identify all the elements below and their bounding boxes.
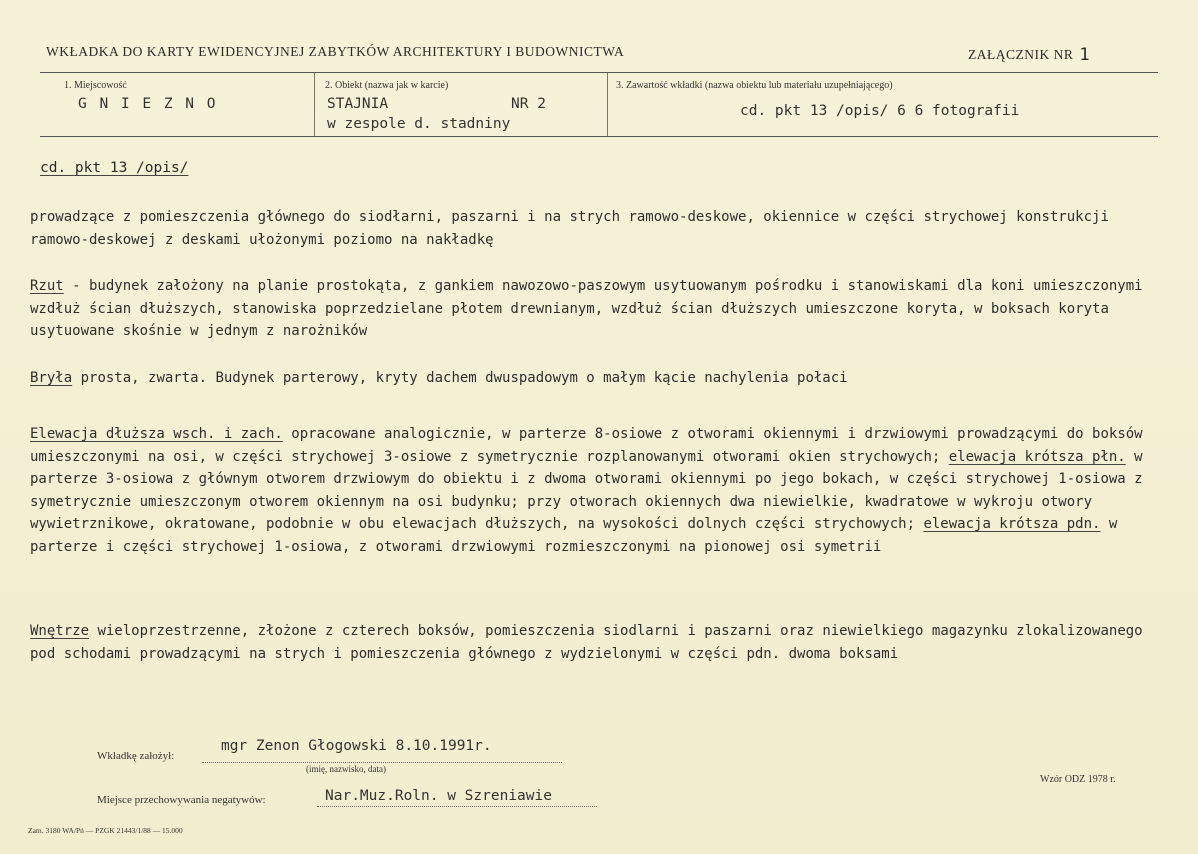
object-number: NR 2 xyxy=(511,96,546,112)
form-model: Wzór ODZ 1978 r. xyxy=(1040,774,1116,785)
locality-value: G N I E Z N O xyxy=(78,96,218,112)
object-name: STAJNIA xyxy=(327,96,389,112)
paragraph-plan xyxy=(30,275,1175,343)
negatives-dotline xyxy=(317,806,597,807)
plan-heading: Rzut xyxy=(30,278,64,294)
plan-text: - budynek założony na planie prostokąta, z gankiem nawozowo-paszowym usytuowanym pośrodku i stanowiskami dla koni umieszczonymi wzdłuż ścian dłuższych, stanowiska poprzedzielane płotem drewnianym, wzdłuż ścian dłuższych umieszczone koryta, w boksach koryta usytuowane skośnie w jednym z narożników xyxy=(30,278,1143,339)
paragraph-elevations xyxy=(30,423,1175,558)
negatives-label: Miejsce przechowywania negatywów: xyxy=(97,794,266,806)
elevation-north-heading: elewacja krótsza płn. xyxy=(948,448,1126,465)
locality-label: 1. Miejscowość xyxy=(64,80,127,91)
paragraph-doors xyxy=(30,206,1175,251)
negatives-value: Nar.Muz.Roln. w Szreniawie xyxy=(325,788,552,804)
content-value: cd. pkt 13 /opis/ 6 6 fotografii xyxy=(740,103,1020,119)
elevation-long-heading: Elewacja dłuższa wsch. i zach. xyxy=(30,426,283,442)
interior-heading: Wnętrze xyxy=(30,623,90,639)
creator-label: Wkładkę założył: xyxy=(97,750,175,762)
paragraph-mass xyxy=(30,367,1175,390)
creator-hint: (imię, nazwisko, data) xyxy=(306,764,386,774)
creator-dotline xyxy=(202,762,562,763)
elevation-south-text: w parterze i części strychowej 1-osiowa, z otworami drzwiowymi rozmieszczonymi na pionowej osi symetrii xyxy=(30,516,1118,555)
annex-label-text: ZAŁĄCZNIK NR xyxy=(968,47,1074,62)
field-divider-2 xyxy=(607,73,608,136)
header-rule-bottom xyxy=(40,136,1158,137)
field-divider-1 xyxy=(314,73,315,136)
annex-label xyxy=(968,44,1090,64)
annex-number: 1 xyxy=(1079,45,1091,65)
object-label: 2. Obiekt (nazwa jak w karcie) xyxy=(325,80,449,91)
paragraph-doors-text: prowadzące z pomieszczenia głównego do siodłarni, paszarni i na strych ramowo-deskowe, okiennice w części strychowej konstrukcji ramowo-deskowej z deskami ułożonymi poziomo na nakładkę xyxy=(30,209,1109,248)
creator-value: mgr Zenon Głogowski 8.10.1991r. xyxy=(221,738,492,754)
content-label: 3. Zawartość wkładki (nazwa obiektu lub materiału uzupełniającego) xyxy=(616,80,893,91)
mass-text: prosta, zwarta. Budynek parterowy, kryty dachem dwuspadowym o małym kącie nachylenia połaci xyxy=(72,370,848,386)
header-rule-top xyxy=(40,72,1158,73)
print-info: Zam. 3180 WA/Pń — PZGK 21443/1/88 — 15.000 xyxy=(28,826,183,835)
elevation-south-heading: elewacja krótsza pdn. xyxy=(923,516,1101,532)
section-heading: cd. pkt 13 /opis/ xyxy=(40,160,189,176)
elevation-long-text: opracowane analogicznie, w parterze 8-osiowe z otworami okiennymi i drzwiowymi prowadzącymi do boksów umieszczonymi na osi, w części strychowej 3-osiowe z symetrycznie rozplanowanymi otworami okien strychowych; xyxy=(30,426,1143,465)
mass-heading: Bryła xyxy=(30,370,73,386)
paragraph-interior xyxy=(30,620,1175,665)
interior-text: wieloprzestrzenne, złożone z czterech boksów, pomieszczenia siodlarni i paszarni oraz niewielkiego magazynku zlokalizowanego pod schodami prowadzącymi na strych i pomieszczenia głównego z wydzielonymi w części pdn. dwoma boksami xyxy=(30,623,1143,662)
form-title: WKŁADKA DO KARTY EWIDENCYJNEJ ZABYTKÓW ARCHITEKTURY I BUDOWNICTWA xyxy=(46,44,625,59)
object-context: w zespole d. stadniny xyxy=(327,116,511,132)
elevation-north-text: w parterze 3-osiowa z głównym otworem drzwiowym do obiektu i z dwoma otworami okiennymi po jego bokach, w części strychowej 1-osiowa z symetrycznie umieszczonym otworem okiennym na osi budynku; przy otworach okiennych dwa niewielkie, kwadratowe w wykroju otwory wywietrznikowe, okratowane, podobnie w obu elewacjach dłuższych, na wysokości dolnych części strychowych; xyxy=(30,448,1143,532)
